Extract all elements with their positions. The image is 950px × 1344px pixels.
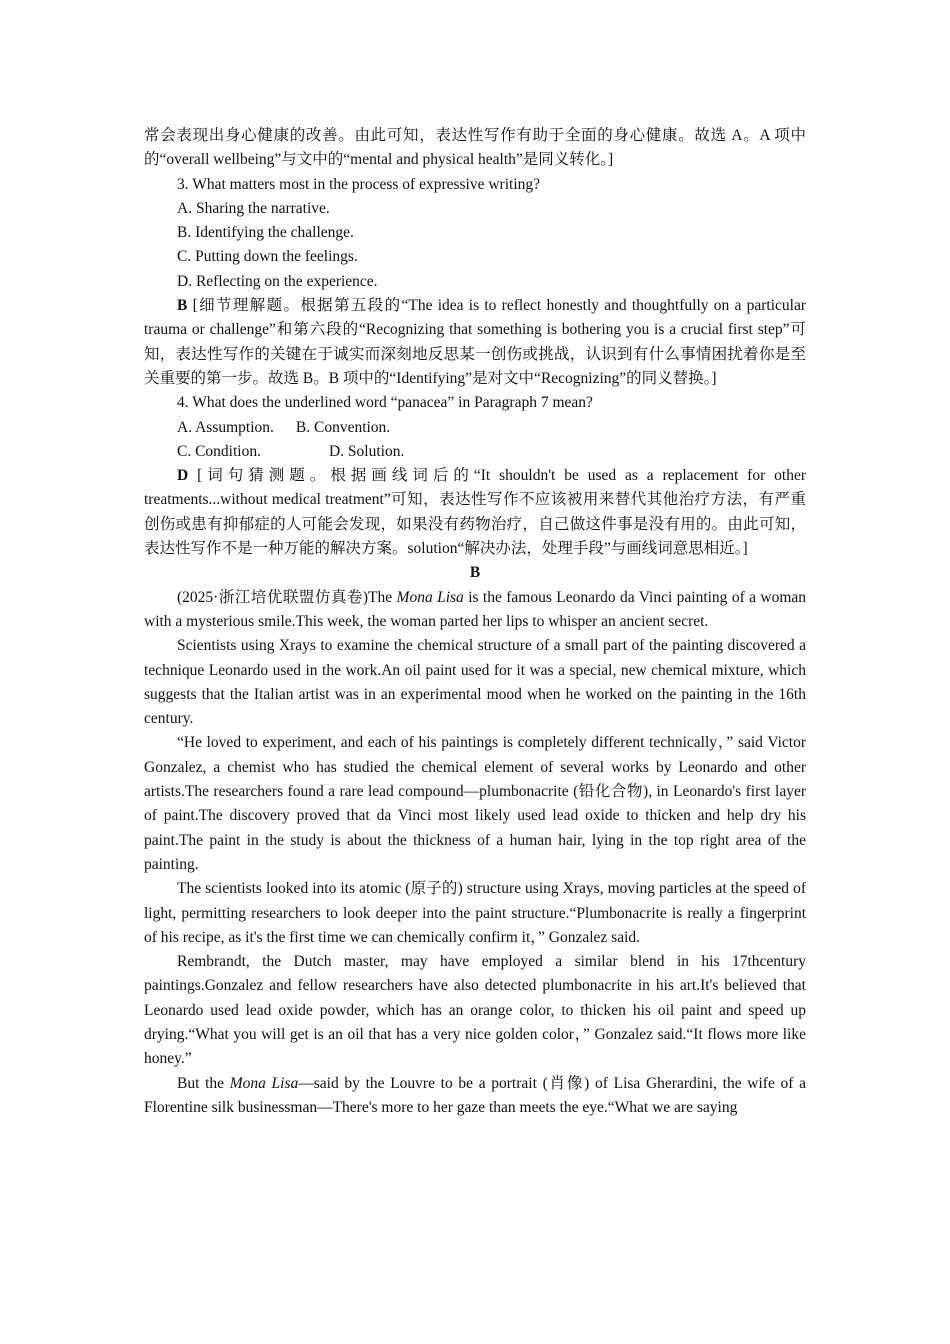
question-3-answer: B — [177, 297, 188, 315]
passage-paragraph-6 — [144, 1072, 806, 1121]
question-4-stem: 4. What does the underlined word “panacea” in Paragraph 7 mean? — [177, 394, 593, 412]
question-4-explanation — [144, 464, 806, 561]
passage-paragraph-3: “He loved to experiment, and each of his paintings is completely different technically，” said Victor Gonzalez, a chemist who has studied the chemical element of several works by Leonardo and other artists.The researchers found a rare lead compound—plumbonacrite (铅化合物), in Leonardo's first layer of paint.The discovery proved that da Vinci most likely used lead oxide to thicken and help dry his paint.The paint in the study is about the thickness of a human hair, lying in the top right area of the painting. — [144, 734, 806, 873]
question-4-options-row-1 — [144, 416, 806, 440]
question-4-option-c: C. Condition. — [177, 442, 261, 460]
question-3-option-c: C. Putting down the feelings. — [177, 248, 358, 266]
question-4-explanation-text: [词句猜测题。根据画线词后的“It shouldn't be used as a replacement for other treatments...without medical treatment”可知，表达性写作不应该被用来替代其他治疗方法，有严重创伤或患有抑郁症的人可能会发现，如果没有药物治疗，自己做这件事是没有用的。由此可知，表达性写作不是一种万能的解决方案。solution“解决办法，处理手段”与画线词意思相近。] — [144, 467, 806, 558]
section-label: B — [469, 564, 481, 582]
passage-paragraph-4: The scientists looked into its atomic (原子的) structure using Xrays, moving particles at the speed of light, permitting researchers to look deeper into the paint structure.“Plumbonacrite is really a fingerprint of his recipe, as it's the first time we can chemically confirm it，” Gonzalez said. — [144, 880, 806, 946]
question-3-stem: 3. What matters most in the process of expressive writing? — [177, 175, 541, 193]
painting-title-2: Mona Lisa — [229, 1074, 299, 1092]
passage-paragraph-6-start: But the — [177, 1074, 230, 1092]
document-page — [144, 124, 806, 1120]
question-4-options-row-2 — [144, 440, 806, 464]
prev-explanation-tail: 常会表现出身心健康的改善。由此可知，表达性写作有助于全面的身心健康。故选 A。A 项中的“overall wellbeing”与文中的“mental and physical health”是同义转化。] — [144, 127, 806, 169]
passage-paragraph-5: Rembrandt, the Dutch master, may have employed a similar blend in his 17thcentury paintings.Gonzalez and fellow researchers have also detected plumbonacrite in his art.It's believed that Leonardo used lead oxide powder, which has an orange color, to thicken his oil paint and speed up drying.“What you will get is an oil that has a very nice golden color，” Gonzalez said.“It flows more like honey.” — [144, 953, 806, 1068]
passage-paragraph-2: Scientists using Xrays to examine the chemical structure of a small part of the painting discovered a technique Leonardo used in the work.An oil paint used for it was a special, new chemical mixture, which suggests that the Italian artist was in an experimental mood when he worked on the painting in the 16th century. — [144, 637, 806, 728]
passage-paragraph-1-text: is the famous Leonardo da Vinci painting of a woman with a mysterious smile.This week, the woman parted her lips to whisper an ancient secret. — [144, 588, 807, 630]
question-3-explanation — [144, 294, 806, 391]
passage-paragraph-6-text: —said by the Louvre to be a portrait (肖像) of Lisa Gherardini, the wife of a Florentine silk businessman—There's more to her gaze than meets the eye.“What we are saying — [144, 1074, 806, 1116]
question-3-option-a: A. Sharing the narrative. — [177, 199, 330, 217]
question-3-explanation-text: [细节理解题。根据第五段的“The idea is to reflect honestly and thoughtfully on a particular trauma or challenge”和第六段的“Recognizing that something is bothering you is a crucial first step”可知，表达性写作的关键在于诚实而深刻地反思某一创伤或挑战，认识到有什么事情困扰着你是至关重要的第一步。故选 B。B 项中的“Identifying”是对文中“Recognizing”的同义替换。] — [144, 297, 806, 387]
question-3-option-d: D. Reflecting on the experience. — [177, 272, 378, 290]
passage-source: (2025·浙江培优联盟仿真卷)The — [177, 588, 397, 606]
passage-paragraph-1 — [144, 586, 806, 635]
painting-title: Mona Lisa — [396, 588, 464, 606]
question-3-option-b: B. Identifying the challenge. — [177, 224, 354, 242]
question-4-answer: D — [177, 467, 189, 485]
question-4-option-b: B. Convention. — [295, 418, 391, 436]
question-4-option-d: D. Solution. — [328, 442, 405, 460]
question-4-option-a: A. Assumption. — [177, 418, 274, 436]
